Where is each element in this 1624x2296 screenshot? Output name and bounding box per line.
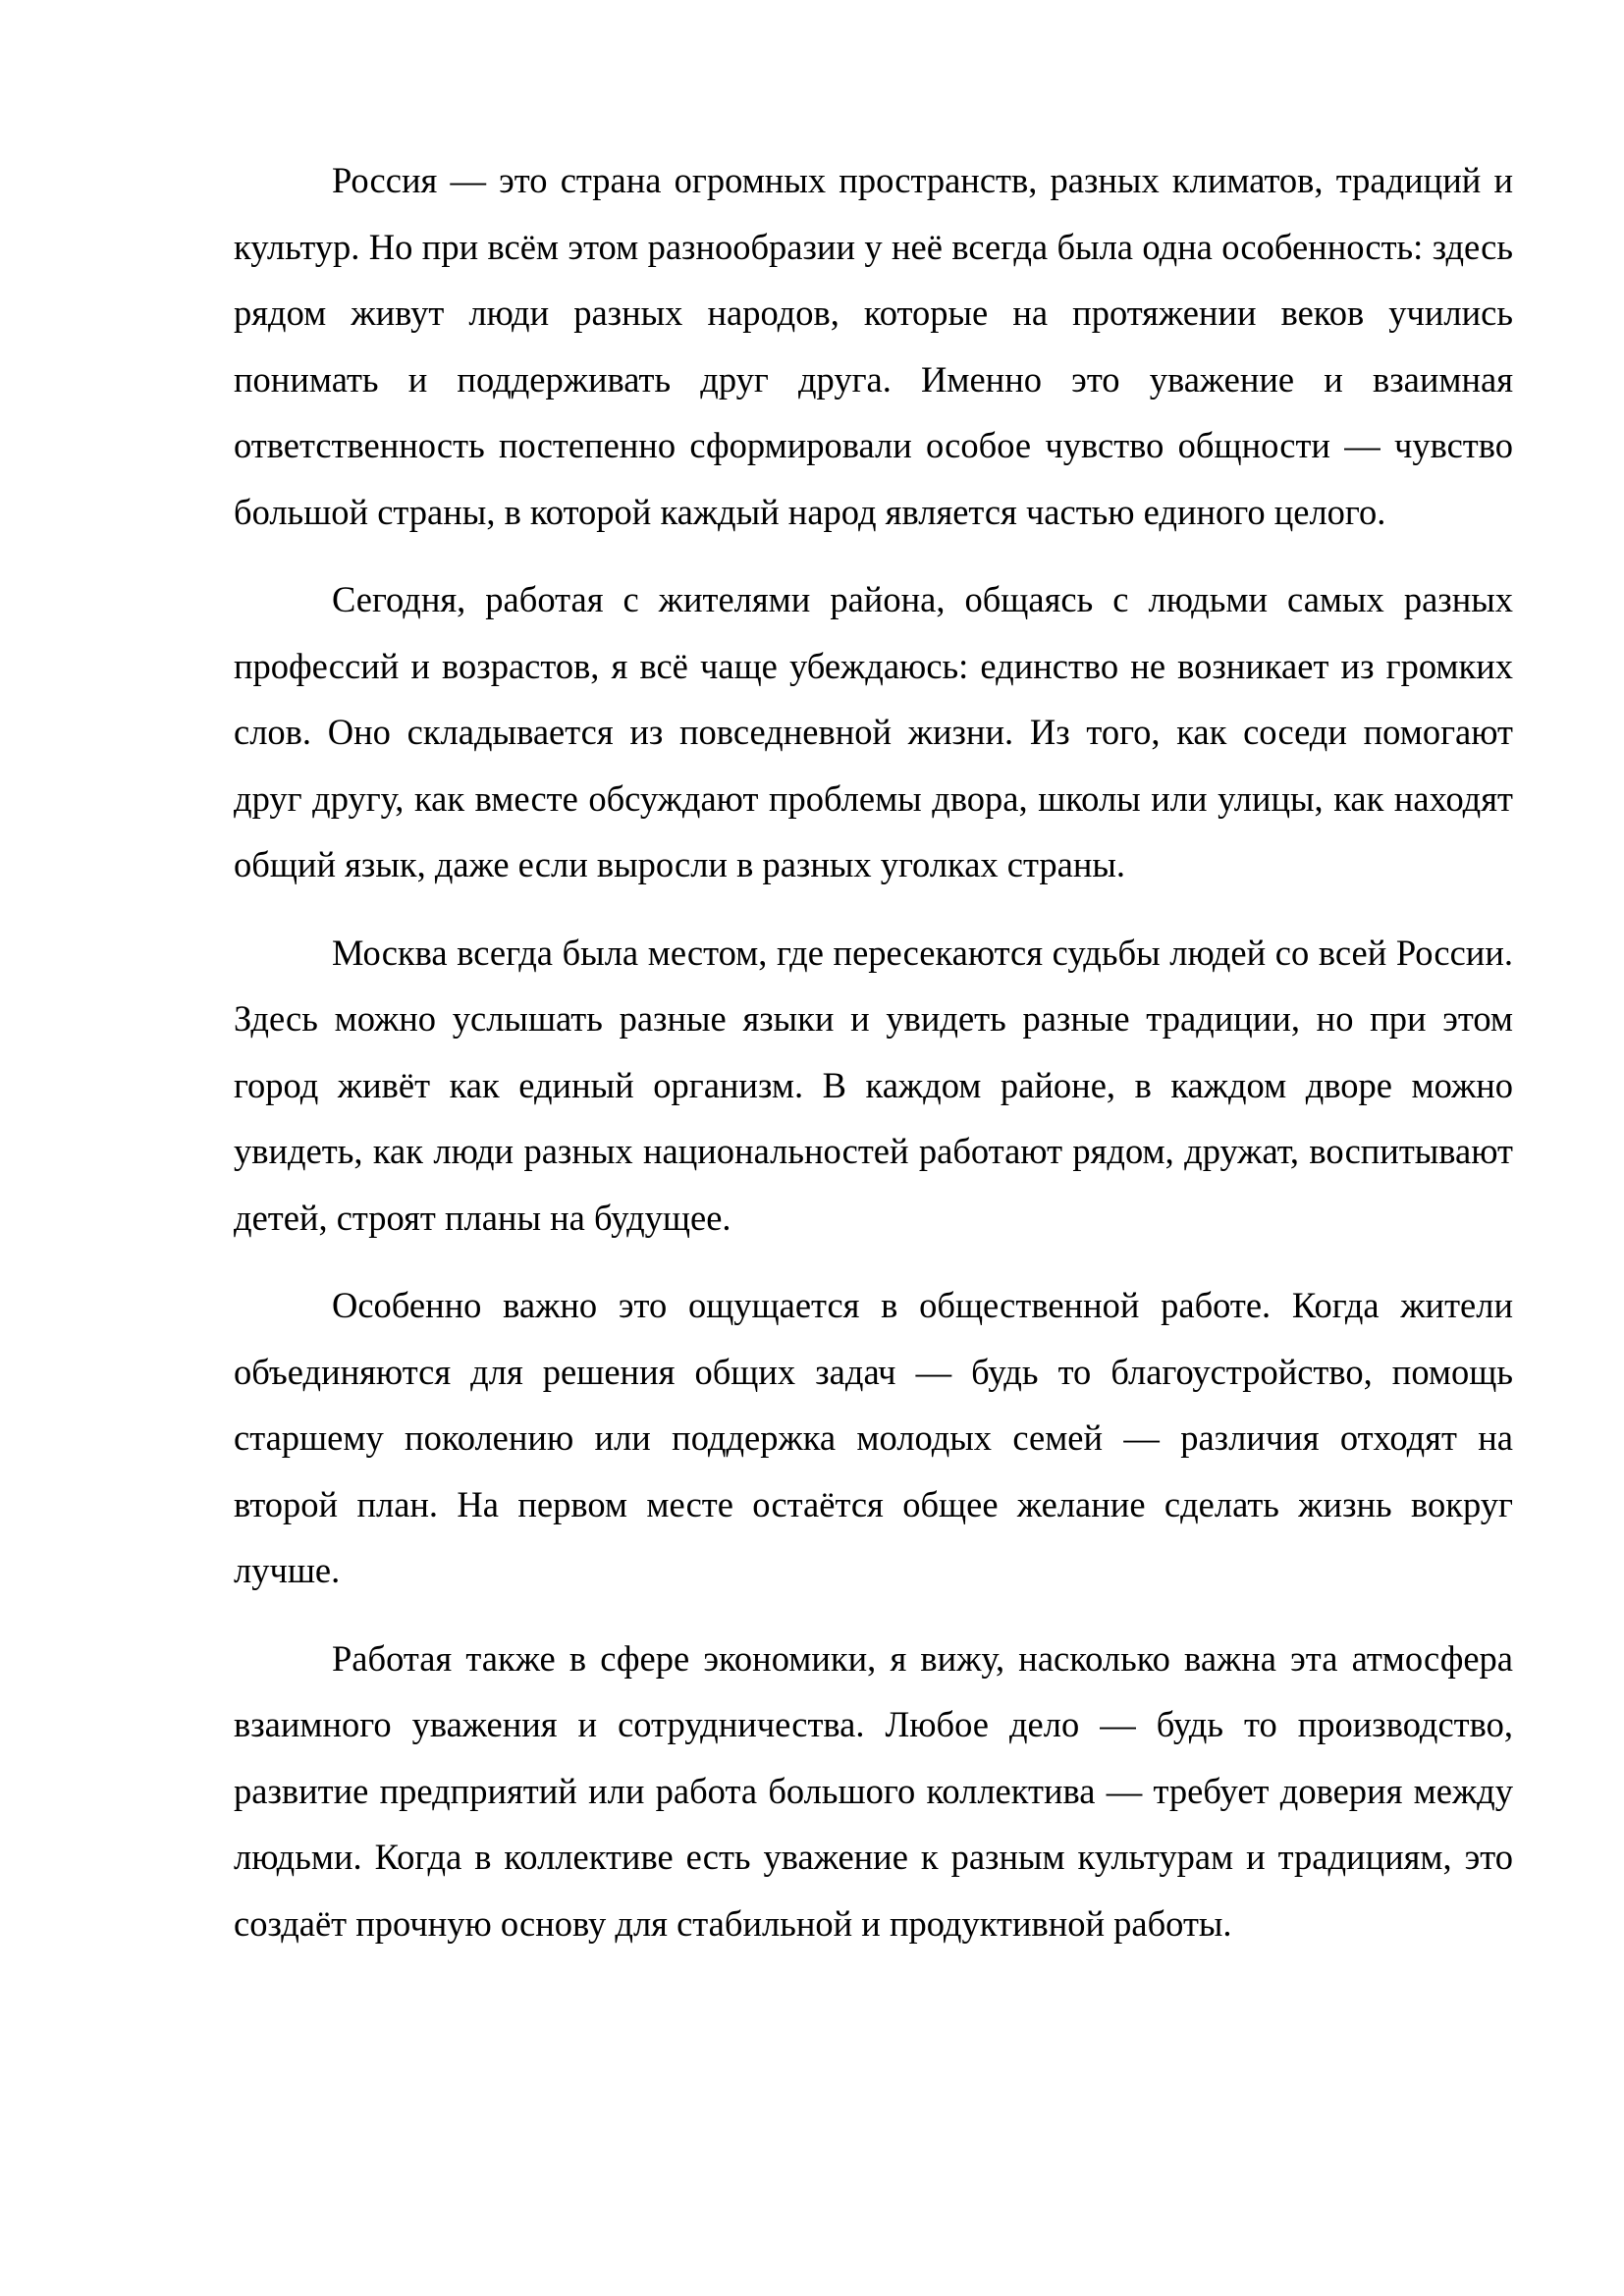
paragraph-3: Москва всегда была местом, где пересекаются судьбы людей со всей России. Здесь можно услышать разные языки и увидеть разные традиции, но при этом город живёт как единый организм. В каждом районе, в каждом дворе можно увидеть, как люди разных национальностей работают рядом, дружат, воспитывают детей, строят планы на будущее. xyxy=(234,932,1513,1238)
paragraph-1: Россия — это страна огромных пространств, разных климатов, традиций и культур. Но при всём этом разнообразии у неё всегда была одна особенность: здесь рядом живут люди разных народов, которые на протяжении веков учились понимать и поддерживать друг друга. Именно это уважение и взаимная ответственность постепенно сформировали особое чувство общности — чувство большой страны, в которой каждый народ является частью единого целого. xyxy=(234,160,1513,532)
document-body xyxy=(234,147,1513,1978)
paragraph-2: Сегодня, работая с жителями района, общаясь с людьми самых разных профессий и возрастов, я всё чаще убеждаюсь: единство не возникает из громких слов. Оно складывается из повседневной жизни. Из того, как соседи помогают друг другу, как вместе обсуждают проблемы двора, школы или улицы, как находят общий язык, даже если выросли в разных уголках страны. xyxy=(234,579,1513,884)
paragraph-5: Работая также в сфере экономики, я вижу, насколько важна эта атмосфера взаимного уважения и сотрудничества. Любое дело — будь то производство, развитие предприятий или работа большого коллектива — требует доверия между людьми. Когда в коллективе есть уважение к разным культурам и традициям, это создаёт прочную основу для стабильной и продуктивной работы. xyxy=(234,1637,1513,1944)
paragraph-4: Особенно важно это ощущается в общественной работе. Когда жители объединяются для решения общих задач — будь то благоустройство, помощь старшему поколению или поддержка молодых семей — различия отходят на второй план. На первом месте остаётся общее желание сделать жизнь вокруг лучше. xyxy=(234,1285,1513,1590)
